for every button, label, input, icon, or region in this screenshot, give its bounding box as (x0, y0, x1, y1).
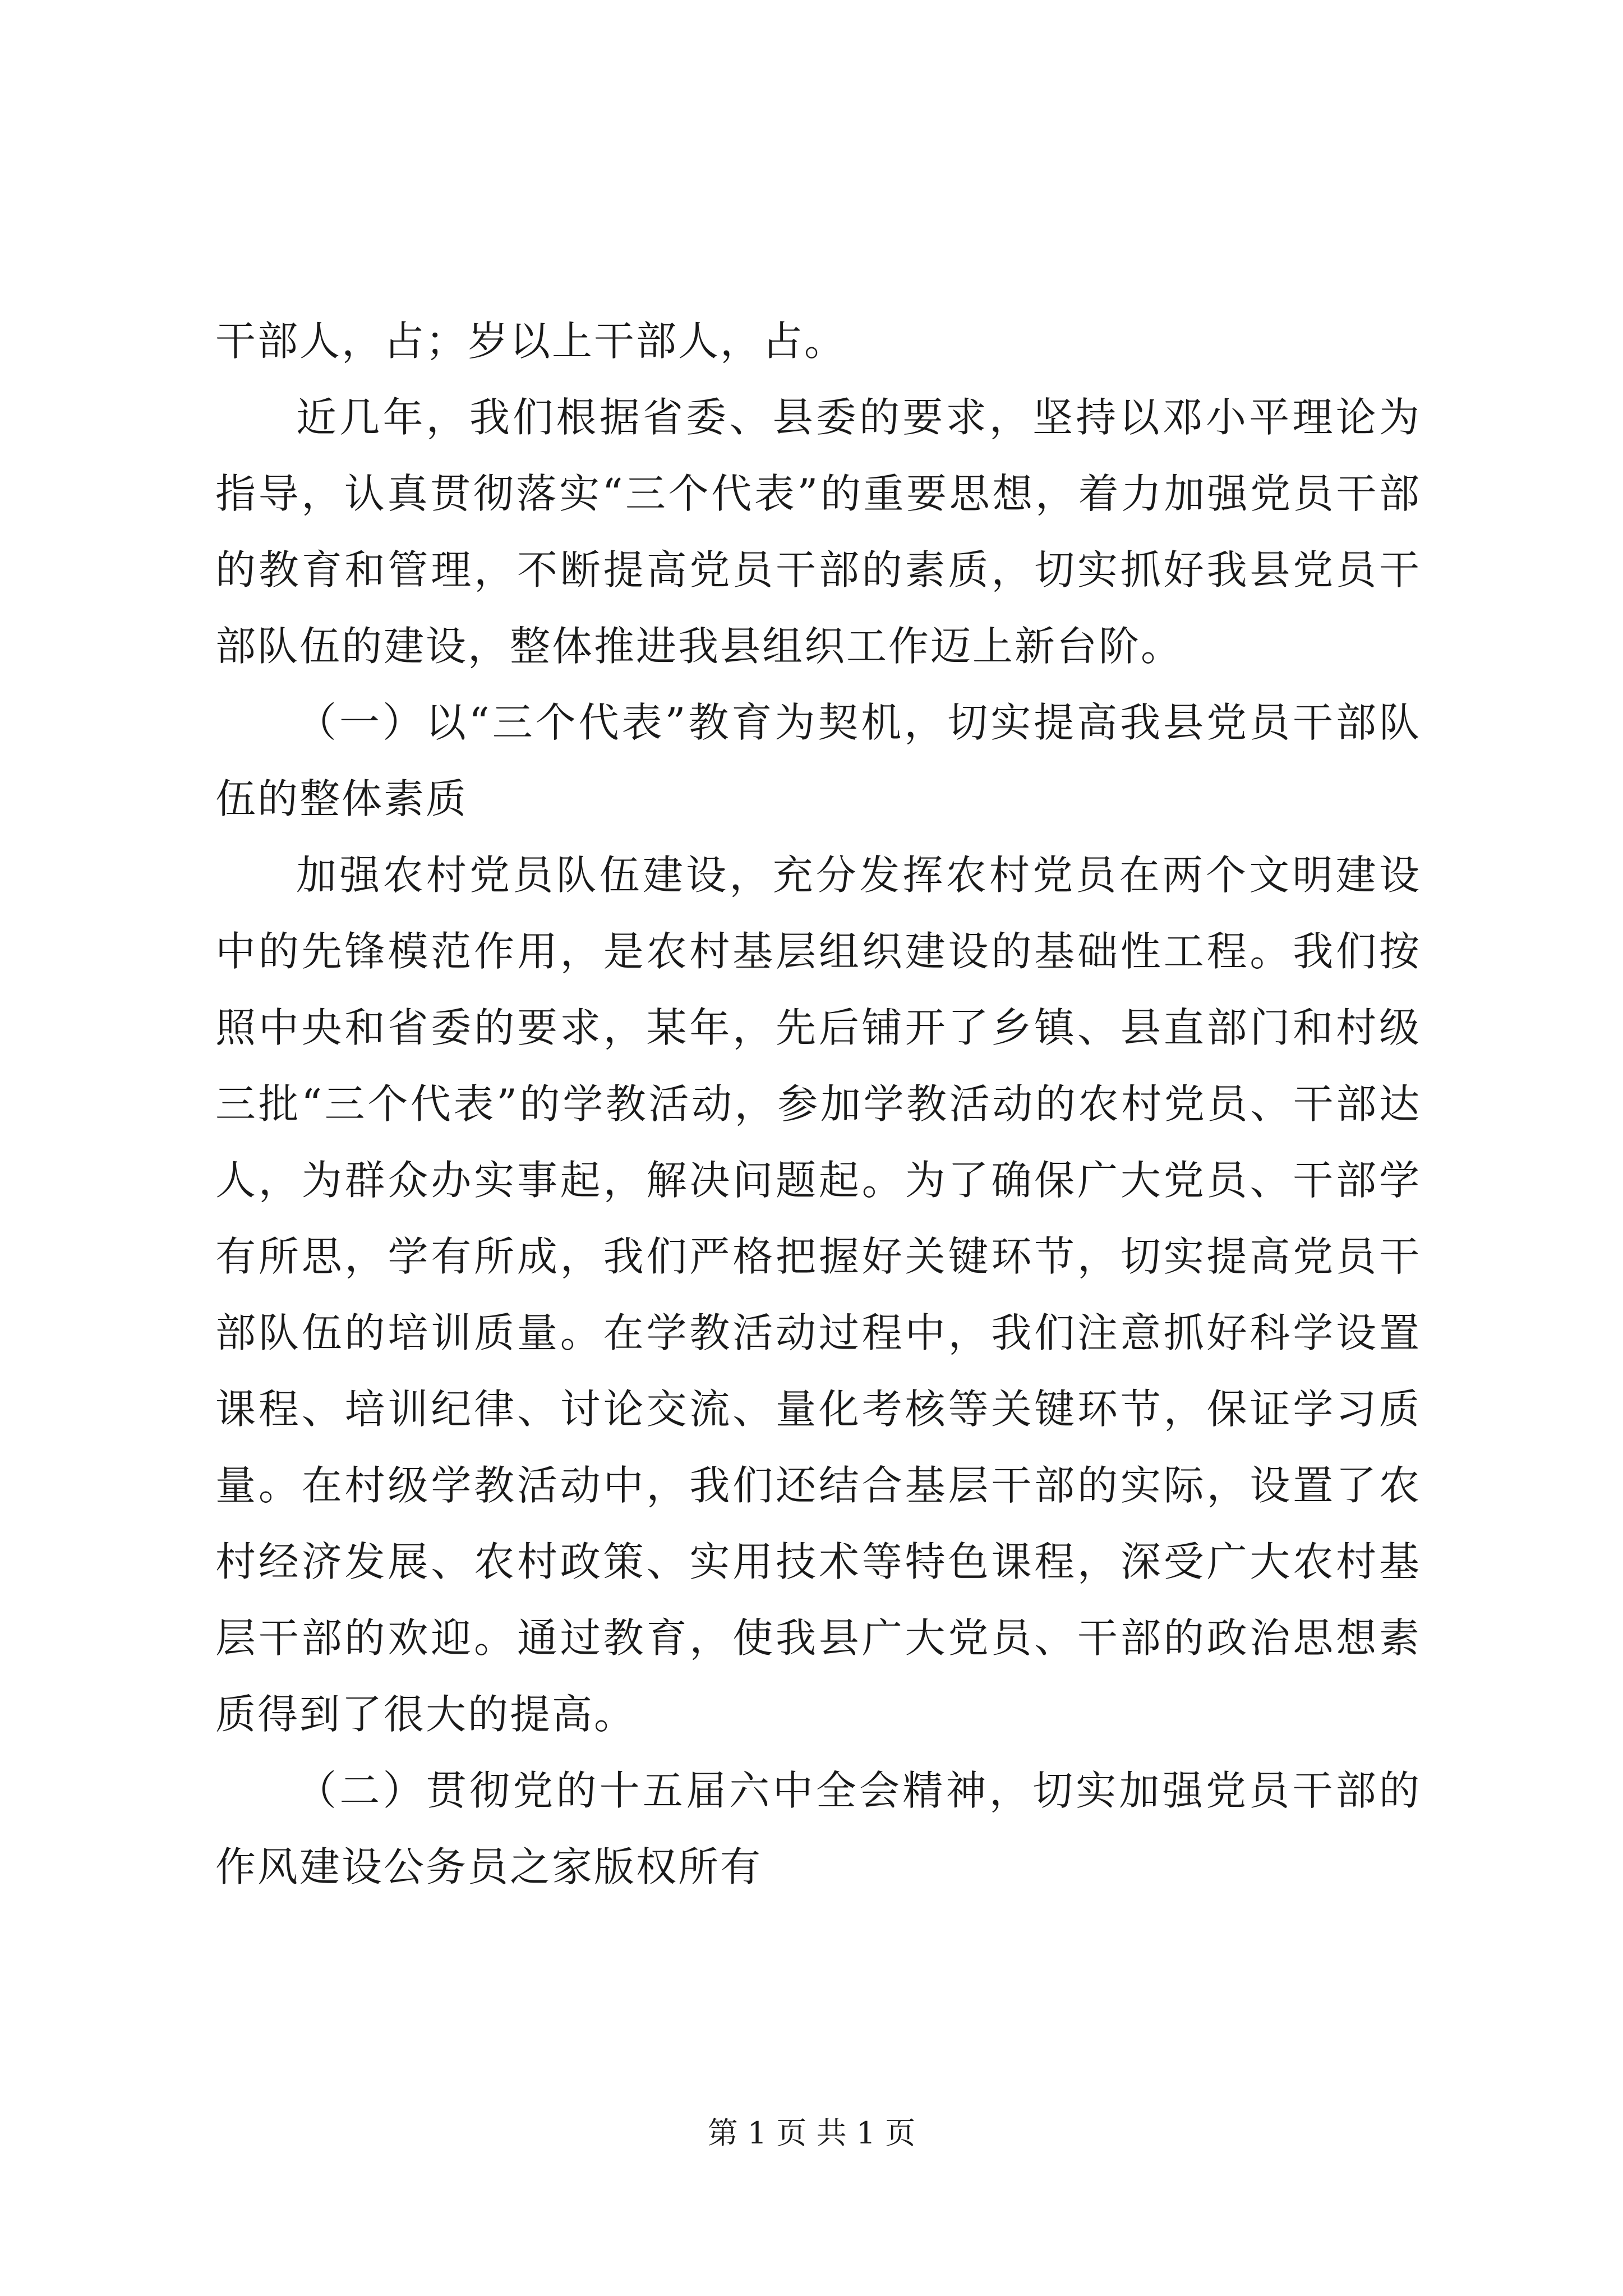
page-number-footer: 第 1 页 共 1 页 (707, 2115, 916, 2151)
section-heading-1: （一）以“三个代表”教育为契机，切实提高我县党员干部队伍的整体素质 (215, 699, 1421, 822)
paragraph-2: 近几年，我们根据省委、县委的要求，坚持以邓小平理论为指导，认真贯彻落实“三个代表”的重要思想，着力加强党员干部的教育和管理，不断提高党员干部的素质，切实抓好我县党员干部队伍的建设，整体推进我县组织工作迈上新台阶。 (215, 394, 1421, 670)
document-body (215, 303, 1421, 1905)
paragraph-3: 加强农村党员队伍建设，充分发挥农村党员在两个文明建设中的先锋模范作用，是农村基层组织建设的基础性工程。我们按照中央和省委的要求，某年，先后铺开了乡镇、县直部门和村级三批“三个代表”的学教活动，参加学教活动的农村党员、干部达人，为群众办实事起，解决问题起。为了确保广大党员、干部学有所思，学有所成，我们严格把握好关键环节，切实提高党员干部队伍的培训质量。在学教活动过程中，我们注意抓好科学设置课程、培训纪律、讨论交流、量化考核等关键环节，保证学习质量。在村级学教活动中，我们还结合基层干部的实际，设置了农村经济发展、农村政策、实用技术等特色课程，深受广大农村基层干部的欢迎。通过教育，使我县广大党员、干部的政治思想素质得到了很大的提高。 (215, 852, 1421, 1738)
section-heading-2: （二）贯彻党的十五届六中全会精神，切实加强党员干部的作风建设公务员之家版权所有 (215, 1767, 1421, 1890)
paragraph-1: 干部人，占；岁以上干部人，占。 (215, 318, 847, 365)
